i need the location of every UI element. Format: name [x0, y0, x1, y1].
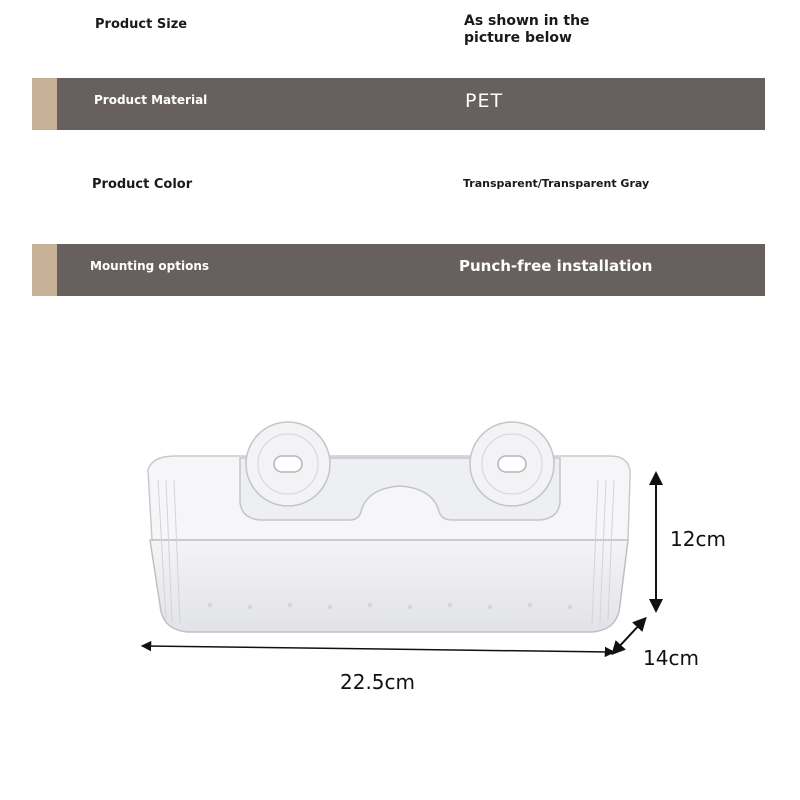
spec-row-material [32, 78, 765, 130]
mounting-label: Mounting options [90, 259, 210, 273]
depth-dimension-label: 14cm [643, 646, 699, 670]
band-accent [32, 78, 57, 130]
width-arrow [146, 646, 610, 652]
suction-cup-left [246, 422, 330, 506]
depth-arrow [616, 622, 642, 650]
size-value [464, 13, 664, 47]
basket-body [150, 540, 628, 632]
size-label: Product Size [95, 17, 188, 32]
band-accent [32, 244, 57, 296]
material-value: PET [465, 90, 504, 112]
size-value-line1: As shown in the [464, 13, 590, 29]
color-value: Transparent/Transparent Gray [463, 177, 650, 190]
height-dimension-label: 12cm [670, 527, 726, 551]
product-figure [0, 400, 800, 720]
width-dimension-label: 22.5cm [340, 670, 416, 694]
spec-row-mounting [32, 244, 765, 296]
suction-cup-right [470, 422, 554, 506]
mounting-value: Punch-free installation [459, 257, 653, 275]
material-label: Product Material [94, 93, 208, 107]
size-value-line2: picture below [464, 30, 572, 46]
color-label: Product Color [92, 177, 193, 192]
